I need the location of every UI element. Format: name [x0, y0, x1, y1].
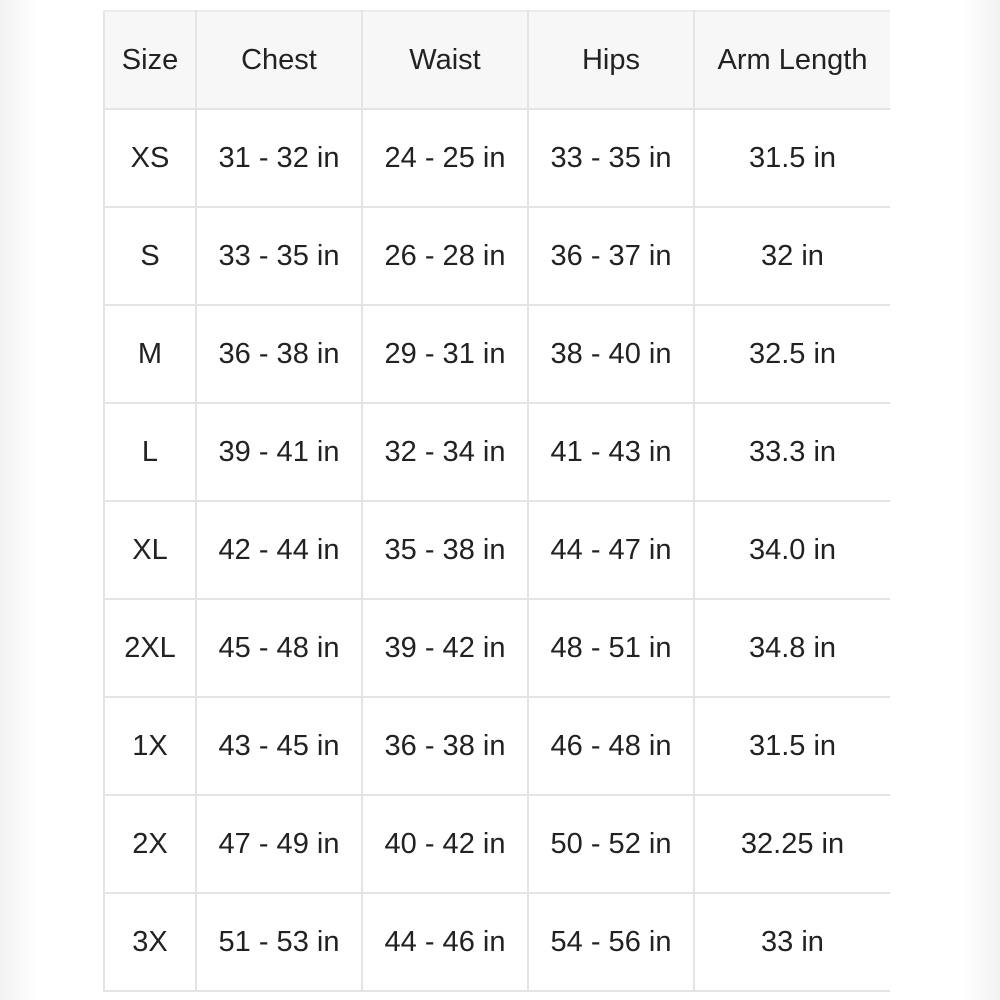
cell-chest: 51 - 53 in [196, 893, 362, 991]
cell-size: L [104, 403, 196, 501]
cell-size: S [104, 207, 196, 305]
table-row [104, 305, 890, 403]
cell-chest: 45 - 48 in [196, 599, 362, 697]
cell-arm-length: 31.5 in [694, 109, 890, 207]
header-arm-length: Arm Length [694, 11, 890, 109]
cell-waist: 44 - 46 in [362, 893, 528, 991]
table-row [104, 501, 890, 599]
cell-hips: 36 - 37 in [528, 207, 694, 305]
cell-hips: 44 - 47 in [528, 501, 694, 599]
cell-arm-length: 32 in [694, 207, 890, 305]
page-edge-shadow-right [960, 0, 1000, 1000]
cell-hips: 46 - 48 in [528, 697, 694, 795]
header-waist: Waist [362, 11, 528, 109]
cell-size: 2XL [104, 599, 196, 697]
cell-chest: 47 - 49 in [196, 795, 362, 893]
table-row [104, 599, 890, 697]
cell-arm-length: 34.8 in [694, 599, 890, 697]
cell-hips: 41 - 43 in [528, 403, 694, 501]
table-row [104, 207, 890, 305]
table-row [104, 795, 890, 893]
cell-size: XS [104, 109, 196, 207]
cell-chest: 36 - 38 in [196, 305, 362, 403]
cell-waist: 35 - 38 in [362, 501, 528, 599]
cell-hips: 54 - 56 in [528, 893, 694, 991]
cell-chest: 43 - 45 in [196, 697, 362, 795]
cell-arm-length: 32.25 in [694, 795, 890, 893]
header-chest: Chest [196, 11, 362, 109]
cell-arm-length: 33 in [694, 893, 890, 991]
header-size: Size [104, 11, 196, 109]
cell-arm-length: 31.5 in [694, 697, 890, 795]
cell-waist: 26 - 28 in [362, 207, 528, 305]
table-row [104, 893, 890, 991]
cell-hips: 33 - 35 in [528, 109, 694, 207]
header-hips: Hips [528, 11, 694, 109]
cell-arm-length: 32.5 in [694, 305, 890, 403]
table-row [104, 109, 890, 207]
table-row [104, 697, 890, 795]
cell-arm-length: 34.0 in [694, 501, 890, 599]
size-chart-table [103, 10, 890, 992]
cell-size: 3X [104, 893, 196, 991]
cell-waist: 24 - 25 in [362, 109, 528, 207]
cell-hips: 48 - 51 in [528, 599, 694, 697]
cell-chest: 33 - 35 in [196, 207, 362, 305]
cell-size: 2X [104, 795, 196, 893]
cell-waist: 40 - 42 in [362, 795, 528, 893]
table-row [104, 403, 890, 501]
cell-hips: 50 - 52 in [528, 795, 694, 893]
page-edge-shadow-left [0, 0, 40, 1000]
cell-size: 1X [104, 697, 196, 795]
cell-waist: 32 - 34 in [362, 403, 528, 501]
cell-chest: 39 - 41 in [196, 403, 362, 501]
cell-hips: 38 - 40 in [528, 305, 694, 403]
cell-arm-length: 33.3 in [694, 403, 890, 501]
cell-size: XL [104, 501, 196, 599]
cell-waist: 29 - 31 in [362, 305, 528, 403]
cell-waist: 39 - 42 in [362, 599, 528, 697]
cell-size: M [104, 305, 196, 403]
cell-chest: 42 - 44 in [196, 501, 362, 599]
table-header-row [104, 11, 890, 109]
cell-waist: 36 - 38 in [362, 697, 528, 795]
cell-chest: 31 - 32 in [196, 109, 362, 207]
